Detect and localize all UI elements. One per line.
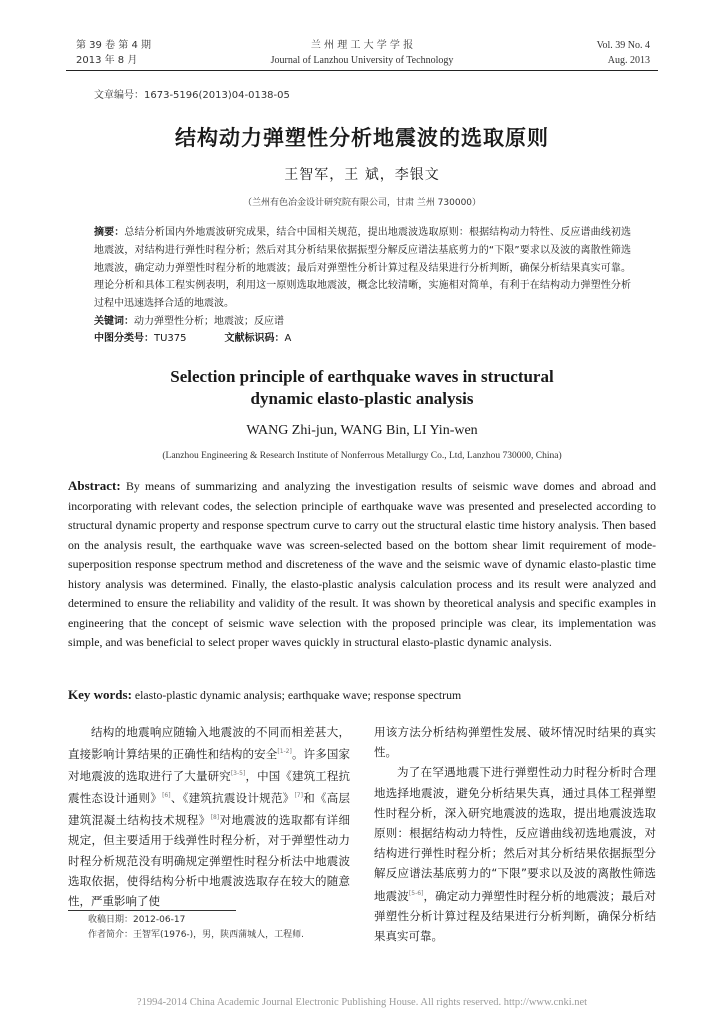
abstract-en-label: Abstract: [68, 478, 121, 493]
title-en [0, 366, 724, 410]
keywords-cn-text: 动力弹塑性分析；地震波；反应谱 [134, 316, 284, 327]
footnote [88, 913, 304, 943]
article-number: 文章编号：1673-5196(2013)04-0138-05 [94, 90, 290, 101]
received-date: 收稿日期：2012-06-17 [88, 915, 186, 925]
keywords-en-label: Key words: [68, 687, 132, 702]
abstract-cn [94, 224, 631, 313]
body-right-paragraph-1: 用该方法分析结构弹塑性发展、破坏情况时结果的真实性。 [374, 725, 656, 760]
cnki-watermark: ?1994-2014 China Academic Journal Electronic Publishing House. All rights reserved. http://www.cnki.net [136, 997, 588, 1008]
title-en-line1: Selection principle of earthquake waves in structural [170, 367, 554, 386]
body-right-column [374, 722, 656, 946]
citation: [5-6] [408, 889, 424, 897]
keywords-en [68, 685, 656, 706]
citation: [8] [210, 814, 220, 822]
citation: [1-2] [277, 748, 292, 756]
body-right-paragraph-2: 为了在罕遇地震下进行弹塑性动力时程分析时合理地选择地震波，避免分析结果失真，通过具体工程弹塑性时程分析，深入研究地震波的选取，提出地震波选取原则：根据结构动力特性，反应谱曲线初选地震波，对结构进行弹性时程分析；然后对其分析结果依据振型分解反应谱法基底剪力的“下限”要求以及波的离散性筛选地震波[5-6]，确定动力弹塑性时程分析的地震波；最后对弹塑性分析计算过程及结果进行分析判断，确保分析结果真实可靠。 [374, 765, 657, 943]
citation: [6] [162, 792, 171, 800]
clc-label: 中图分类号： [94, 333, 154, 344]
affiliation-cn: （兰州有色冶金设计研究院有限公司，甘肃 兰州 730000） [242, 198, 482, 208]
clc-value: TU375 [154, 333, 187, 344]
authors-cn: 王智军，王 斌，李银文 [284, 167, 440, 183]
title-en-line2: dynamic elasto-plastic analysis [250, 389, 474, 408]
title-cn: 结构动力弹塑性分析地震波的选取原则 [175, 126, 549, 150]
body-left-paragraph: 结构的地震响应随输入地震波的不同而相差甚大，直接影响计算结果的正确性和结构的安全[1-2]。许多国家对地震波的选取进行了大量研究[3-5]，中国《建筑工程抗震性态设计通则》[6]、《建筑抗震设计规范》[7]和《高层建筑混凝土结构技术规程》[8]对地震波的选取都有详细规定，但主要适用于线弹性时程分析，对于弹塑性动力时程分析规范没有明确规定弹塑性时程分析法中地震波选取依据，使得结构分析中地震波选取存在较大的随意性，严重影响了使 [68, 725, 351, 908]
classification-cn [94, 330, 631, 348]
author-bio: 作者简介：王智军(1976-)，男，陕西蒲城人，工程师. [88, 930, 305, 940]
header-rule [66, 70, 658, 71]
doc-code-value: A [284, 333, 292, 344]
citation: [7] [294, 792, 303, 800]
header-journal [212, 38, 512, 68]
authors-en: WANG Zhi-jun, WANG Bin, LI Yin-wen [246, 423, 478, 438]
keywords-cn-label: 关键词： [94, 316, 134, 327]
journal-name-en: Journal of Lanzhou University of Technology [270, 55, 454, 66]
footnote-rule [68, 910, 236, 911]
journal-name-cn: 兰 州 理 工 大 学 学 报 [310, 40, 414, 51]
abstract-cn-label: 摘要： [94, 227, 125, 238]
abstract-en [68, 476, 656, 653]
abstract-en-text: By means of summarizing and analyzing the investigation results of seismic wave domes and abroad and incorporating with relevant codes, the selection principle of earthquake wave was presented and preselected according to structural dynamic property and response spectrum curve to carry out the structural elastic time history analysis. Then based on the analysis result, the earthquake wave was screen-selected based on the bottom shear limit requirement of mode-superposition response spectrum method and discreteness of the wave and the seismic wave of dynamic elasto-plastic time history analysis was determined. Finally, the elasto-plastic analysis calculation process and its result were analyzed and determined to ensure the reliability and validity of the result. It was shown by theoretical analysis and specific examples in engineering that the concept of seismic wave selection with the proposed principle was clear, its implementation was simple, and was beneficial to select proper waves quickly in structural elasto-plastic dynamic analysis. [68, 479, 656, 649]
header-issue: 第 39 卷 第 4 期 2013 年 8 月 [76, 40, 151, 66]
keywords-en-text: elasto-plastic dynamic analysis; earthquake wave; response spectrum [131, 688, 462, 702]
keywords-cn [94, 313, 631, 331]
citation: [3-5] [230, 770, 246, 778]
doc-code-label: 文献标识码： [224, 333, 285, 344]
abstract-cn-text: 总结分析国内外地震波研究成果，结合中国相关规范，提出地震波选取原则：根据结构动力特性、反应谱曲线初选地震波，对结构进行弹性时程分析；然后对其分析结果依据振型分解反应谱法基底剪力的“下限”要求以及波的离散性筛选地震波，确定动力弹塑性时程分析的地震波；最后对弹塑性分析计算过程及结果进行分析判断，确保分析结果真实可靠。理论分析和具体工程实例表明，利用这一原则选取地震波，概念比较清晰，实施相对简单，有利于在结构动力弹塑性分析过程中迅速选择合适的地震波。 [94, 227, 632, 310]
affiliation-en: (Lanzhou Engineering & Research Institute of Nonferrous Metallurgy Co., Ltd, Lanzhou 730000, China) [162, 451, 562, 461]
header-volume: Vol. 39 No. 4 Aug. 2013 [596, 40, 650, 66]
